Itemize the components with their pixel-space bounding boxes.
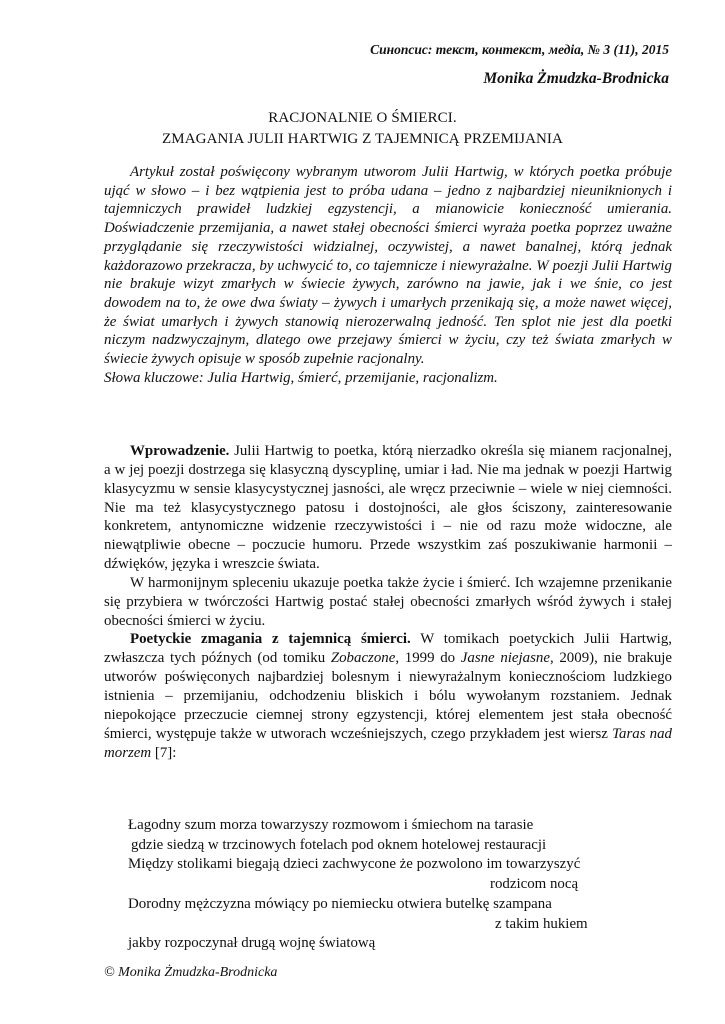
poem-line-continuation: rodzicom nocą — [490, 876, 579, 893]
author-name: Monika Żmudzka-Brodnicka — [483, 70, 669, 87]
citation-reference: [7]: — [151, 744, 177, 761]
section-heading: Poetyckie zmagania z tajemnicą śmierci. — [130, 631, 411, 648]
poem-line: Łagodny szum morza towarzyszy rozmowom i śmiechom na tarasie — [128, 817, 534, 833]
paragraph-3-text-c: , 2009), nie brakuje utworów poświęconych najbardziej bolesnym i niewyrażalnym koniecznościom ludzkiego istnienia – przemijaniu, odchodzeniu bliskich i bólu wywołanym rozstaniem. Jednak niepokojące przeczucie ciemnej strony egzystencji, której elementem jest stała obecność śmierci, występuje także w utworach wcześniejszych, czego przykładem jest wiersz — [104, 650, 673, 742]
book-title-zobaczone: Zobaczone — [330, 650, 396, 667]
paragraph-3-text-b: , 1999 do — [395, 650, 461, 667]
journal-citation: Синопсис: текст, контекст, медіа, № 3 (11), 2015 — [370, 42, 669, 57]
poem-title-reference: Taras nad morzem — [104, 725, 672, 761]
poem-quote — [128, 816, 688, 954]
poem-line-continuation: z takim hukiem — [495, 915, 588, 932]
article-title — [0, 108, 725, 150]
abstract — [104, 163, 672, 387]
intro-text: Julii Hartwig to poetka, którą nierzadko określa się mianem racjonalnej, a w jej poezji dostrzega się klasyczną dyscyplinę, umiar i ład. Nie ma jednak w poezji Hartwig klasycyzmu w sensie klasycystycznej jasności, ale wręcz przeciwnie – wiele w niej ciemności. Nie ma też klasycystycznego patosu i dostojności, ale głos ściszony, zainteresowanie konkretem, antynomiczne widzenie rzeczywistości i – nie od razu może widoczne, ale niewątpliwie obecne – poczucie humoru. Przede wszystkim zaś poszukiwanie harmonii – dźwięków, języka i wreszcie świata. — [104, 443, 672, 573]
copyright-footer: © Monika Żmudzka-Brodnicka — [104, 965, 278, 980]
poem-line: gdzie siedzą w trzcinowych fotelach pod oknem hotelowej restauracji — [131, 836, 547, 853]
intro-paragraph — [104, 442, 672, 574]
title-line-2: ZMAGANIA JULII HARTWIG Z TAJEMNICĄ PRZEMIJANIA — [162, 131, 563, 147]
title-line-1: RACJONALNIE O ŚMIERCI. — [268, 110, 457, 126]
poem-line: Dorodny mężczyzna mówiący po niemiecku otwiera butelkę szampana — [128, 895, 552, 912]
abstract-text: Artykuł został poświęcony wybranym utworom Julii Hartwig, w których poetka próbuje ująć w słowo – i bez wątpienia jest to próba udana – jedno z najbardziej nieuniknionych i tajemniczych prawideł ludzkiej egzystencji, a mianowicie konieczność umierania. Doświadczenie przemijania, a nawet stałej obecności śmierci wyraża poetka poprzez uważne przyglądanie się rzeczywistości widzialnej, oczywistej, a nawet banalnej, którą jednak każdorazowo przekracza, by uchwycić to, co tajemnicze i niewyrażalne. W poezji Julii Hartwig nie brakuje wizyt zmarłych w świecie żywych, zarówno na jawie, jak i we śnie, co jest dowodem na to, że owe dwa światy – żywych i umarłych przenikają się, a może nawet więcej, że świat umarłych i żywych stanowią nierozerwalną jedność. Ten splot nie jest dla poetki niczym nadzwyczajnym, dlatego owe przejawy śmierci w życiu, czy też świata zmarłych w świecie żywych opisuje w sposób zupełnie racjonalny. — [104, 164, 672, 368]
book-title-jasne-niejasne: Jasne niejasne — [460, 650, 550, 667]
article-body — [104, 442, 672, 762]
paragraph-2: W harmonijnym spleceniu ukazuje poetka także życie i śmierć. Ich wzajemne przenikanie się przybiera w twórczości Hartwig postać stałej obecności zmarłych wśród żywych i stałej obecności śmierci w życiu. — [104, 574, 672, 629]
keywords: Słowa kluczowe: Julia Hartwig, śmierć, przemijanie, racjonalizm. — [104, 369, 498, 386]
intro-heading: Wprowadzenie. — [130, 443, 230, 459]
paragraph-3-text-a: W tomikach poetyckich Julii Hartwig, zwłaszcza tych późnych (od tomiku — [104, 631, 672, 667]
paragraph-3 — [104, 630, 672, 762]
poem-line: Między stolikami biegają dzieci zachwycone że pozwolono im towarzyszyć — [128, 856, 581, 873]
poem-line: jakby rozpoczynał drugą wojnę światową — [128, 935, 376, 952]
